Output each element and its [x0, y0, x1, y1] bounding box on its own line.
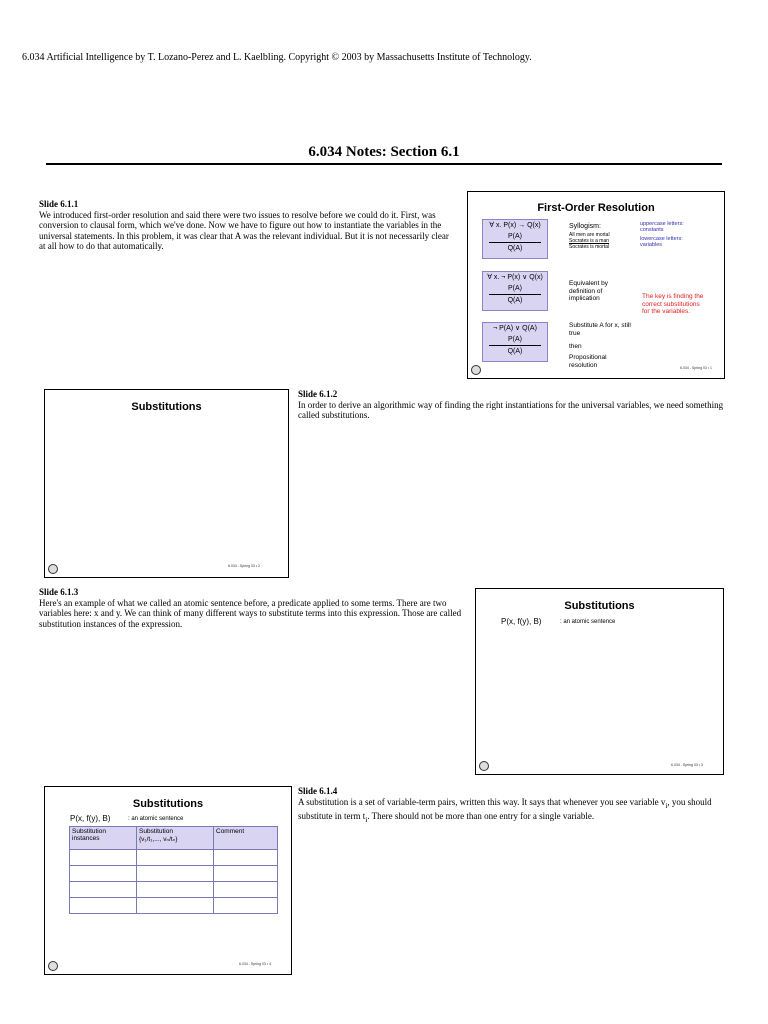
col-substitution-notation: {v₁/t₁,..., vₙ/tₙ} — [139, 836, 178, 843]
formula-box-3 — [482, 322, 548, 362]
slide-body-part: A substitution is a set of variable-term pairs, written this way. It says that whenever you see variable v — [298, 796, 666, 807]
formula-line: Q(A) — [507, 348, 523, 355]
slide-footer: 6.034 - Spring 03 • 2 — [228, 564, 260, 568]
slide-6-1-4-image — [44, 786, 292, 975]
slide-footer: 6.034 - Spring 03 • 1 — [680, 366, 712, 370]
formula-line: ¬ P(A) ∨ Q(A) — [493, 325, 537, 332]
speaker-icon[interactable] — [479, 761, 489, 771]
atomic-sentence-note: : an atomic sentence — [128, 816, 184, 822]
formula-line: ∀ x. ¬ P(x) ∨ Q(x) — [487, 274, 543, 281]
slide-body: We introduced first-order resolution and said there were two issues to resolve before we could do it. First, was conversion to clausal form, which we've done. Now we have to figure out how to instantiate the variables in the universal statements. In this problem, it was clear that A was the relevant individual. But it is not necessarily clear at all how to do that automatically. — [39, 209, 449, 251]
slide-6-1-1-image — [467, 191, 725, 379]
formula-line: ∀ x. P(x) → Q(x) — [489, 222, 541, 229]
slide-title: Substitutions — [564, 600, 635, 612]
col-comment: Comment — [214, 827, 278, 850]
syllogism-lines — [569, 232, 610, 250]
subscript: i — [665, 800, 668, 810]
table-header-row — [70, 827, 278, 850]
slide-title: Substitutions — [132, 798, 204, 810]
then-note: then — [569, 343, 582, 350]
subscript: i — [365, 814, 368, 824]
slide-footer: 6.034 - Spring 03 • 3 — [671, 763, 703, 767]
equivalent-note: Equivalent by definition of implication — [569, 280, 609, 302]
lowercase-note: lowercase letters: variables — [640, 236, 683, 248]
speaker-icon[interactable] — [48, 564, 58, 574]
slide-label: Slide 6.1.1 — [39, 199, 79, 209]
title-rule — [46, 163, 722, 165]
col-substitution — [137, 827, 214, 850]
key-note: The key is finding the correct substitutions for the variables. — [642, 293, 704, 315]
table-row — [70, 898, 278, 914]
syllogism-line: Socrates is mortal — [569, 244, 610, 250]
uppercase-note: uppercase letters: constants — [640, 221, 684, 233]
speaker-icon[interactable] — [48, 961, 58, 971]
slide-footer: 6.034 - Spring 03 • 4 — [239, 962, 271, 966]
syllogism-label: Syllogism: — [569, 223, 601, 230]
slide-title: Substitutions — [131, 401, 202, 413]
atomic-sentence-expr: P(x, f(y), B) — [501, 617, 542, 626]
slide-body: In order to derive an algorithmic way of finding the right instantiations for the universal variables, we need something called substitutions. — [298, 399, 724, 420]
formula-box-1 — [482, 219, 548, 259]
formula-line: P(A) — [508, 285, 522, 292]
col-substitution-instances: Substitution instances — [70, 827, 137, 850]
slide-6-1-2-text-block — [298, 389, 726, 421]
slide-title: First-Order Resolution — [537, 202, 655, 214]
substitute-note: Substitute A for x, still true — [569, 322, 631, 337]
copyright-line: 6.034 Artificial Intelligence by T. Lozano-Perez and L. Kaelbling. Copyright © 2003 by Massachusetts Institute of Technology. — [22, 52, 532, 63]
table-row — [70, 850, 278, 866]
slide-body: Here's an example of what we called an atomic sentence before, a predicate applied to some terms. There are two variables here: x and y. We can think of many different ways to substitute terms into this expression. Those are called substitution instances of the expression. — [39, 597, 462, 629]
formula-line: Q(A) — [507, 245, 523, 252]
syllogism-line: All men are mortal — [569, 232, 610, 238]
table-row — [70, 866, 278, 882]
atomic-sentence-expr: P(x, f(y), B) — [70, 814, 111, 823]
slide-label: Slide 6.1.3 — [39, 587, 79, 597]
col-substitution-label: Substitution — [139, 828, 173, 835]
formula-box-2 — [482, 271, 548, 311]
substitution-table — [69, 826, 278, 914]
slide-6-1-3-image — [475, 588, 724, 775]
slide-6-1-2-image — [44, 389, 289, 578]
table-row — [70, 882, 278, 898]
speaker-icon[interactable] — [471, 365, 481, 375]
slide-6-1-3-text-block — [39, 587, 469, 629]
section-title: 6.034 Notes: Section 6.1 — [308, 144, 460, 160]
formula-line: P(A) — [508, 233, 522, 240]
slide-6-1-4-text-block — [298, 786, 728, 825]
formula-line: P(A) — [508, 336, 522, 343]
syllogism-line: Socrates is a man — [569, 238, 610, 244]
propositional-note: Propositional resolution — [569, 354, 607, 369]
slide-6-1-1-text-block — [39, 199, 457, 252]
slide-label: Slide 6.1.4 — [298, 786, 338, 796]
formula-line: Q(A) — [507, 297, 523, 304]
slide-label: Slide 6.1.2 — [298, 389, 338, 399]
atomic-sentence-note: : an atomic sentence — [560, 619, 616, 625]
slide-body-part: . There should not be more than one entry for a single variable. — [367, 810, 595, 821]
slide-body-part: , you should substitute in term t — [298, 796, 712, 821]
